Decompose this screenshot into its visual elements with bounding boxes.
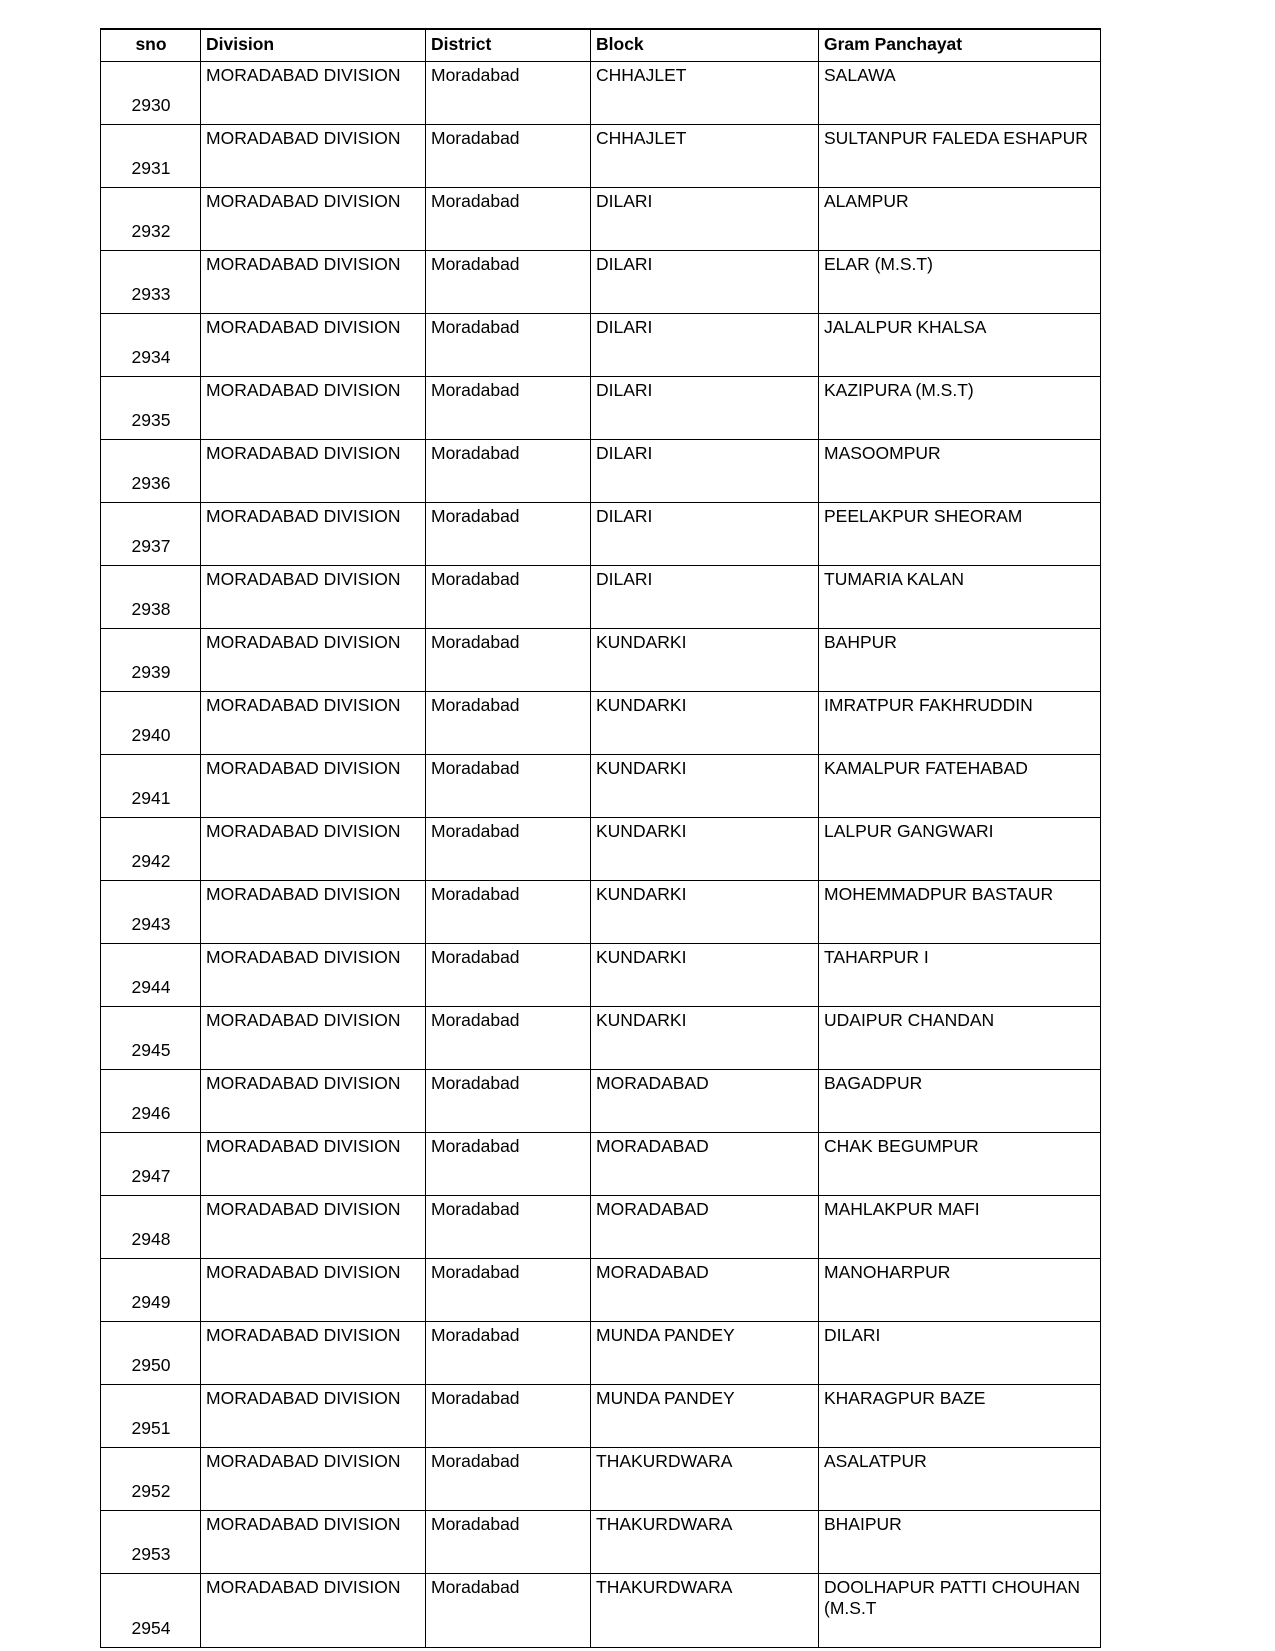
cell-division: MORADABAD DIVISION xyxy=(201,188,426,251)
cell-division: MORADABAD DIVISION xyxy=(201,1007,426,1070)
cell-block: DILARI xyxy=(591,314,819,377)
cell-block: THAKURDWARA xyxy=(591,1511,819,1574)
cell-gram-panchayat: TAHARPUR I xyxy=(819,944,1101,1007)
table-row xyxy=(101,1511,1101,1574)
table-row xyxy=(101,1259,1101,1322)
cell-sno: 2934 xyxy=(101,314,201,377)
cell-sno: 2946 xyxy=(101,1070,201,1133)
cell-sno: 2940 xyxy=(101,692,201,755)
cell-district: Moradabad xyxy=(426,1448,591,1511)
cell-division: MORADABAD DIVISION xyxy=(201,881,426,944)
table-row xyxy=(101,566,1101,629)
cell-block: KUNDARKI xyxy=(591,818,819,881)
cell-gram-panchayat: MASOOMPUR xyxy=(819,440,1101,503)
table-row xyxy=(101,440,1101,503)
table-row xyxy=(101,503,1101,566)
cell-sno: 2939 xyxy=(101,629,201,692)
cell-gram-panchayat: JALALPUR KHALSA xyxy=(819,314,1101,377)
column-header-block: Block xyxy=(591,29,819,62)
cell-gram-panchayat: MAHLAKPUR MAFI xyxy=(819,1196,1101,1259)
cell-district: Moradabad xyxy=(426,1070,591,1133)
cell-block: DILARI xyxy=(591,188,819,251)
cell-gram-panchayat: IMRATPUR FAKHRUDDIN xyxy=(819,692,1101,755)
cell-block: CHHAJLET xyxy=(591,62,819,125)
cell-division: MORADABAD DIVISION xyxy=(201,818,426,881)
cell-sno: 2947 xyxy=(101,1133,201,1196)
cell-district: Moradabad xyxy=(426,1385,591,1448)
cell-gram-panchayat: CHAK BEGUMPUR xyxy=(819,1133,1101,1196)
cell-division: MORADABAD DIVISION xyxy=(201,692,426,755)
cell-gram-panchayat: UDAIPUR CHANDAN xyxy=(819,1007,1101,1070)
table-row xyxy=(101,881,1101,944)
cell-sno: 2935 xyxy=(101,377,201,440)
table-row xyxy=(101,755,1101,818)
cell-division: MORADABAD DIVISION xyxy=(201,377,426,440)
cell-gram-panchayat: BHAIPUR xyxy=(819,1511,1101,1574)
cell-gram-panchayat: BAGADPUR xyxy=(819,1070,1101,1133)
table-row xyxy=(101,1196,1101,1259)
table-header xyxy=(101,29,1101,62)
table-row xyxy=(101,188,1101,251)
cell-sno: 2933 xyxy=(101,251,201,314)
cell-gram-panchayat: ELAR (M.S.T) xyxy=(819,251,1101,314)
cell-block: MUNDA PANDEY xyxy=(591,1385,819,1448)
cell-division: MORADABAD DIVISION xyxy=(201,629,426,692)
cell-block: DILARI xyxy=(591,566,819,629)
cell-sno: 2948 xyxy=(101,1196,201,1259)
gram-panchayat-table xyxy=(100,28,1101,1648)
column-header-division: Division xyxy=(201,29,426,62)
cell-gram-panchayat: SULTANPUR FALEDA ESHAPUR xyxy=(819,125,1101,188)
cell-gram-panchayat: MOHEMMADPUR BASTAUR xyxy=(819,881,1101,944)
table-row xyxy=(101,1007,1101,1070)
cell-district: Moradabad xyxy=(426,692,591,755)
cell-sno: 2931 xyxy=(101,125,201,188)
cell-gram-panchayat: TUMARIA KALAN xyxy=(819,566,1101,629)
cell-gram-panchayat: ASALATPUR xyxy=(819,1448,1101,1511)
cell-district: Moradabad xyxy=(426,629,591,692)
table-body xyxy=(101,62,1101,1648)
cell-division: MORADABAD DIVISION xyxy=(201,1385,426,1448)
cell-division: MORADABAD DIVISION xyxy=(201,503,426,566)
cell-district: Moradabad xyxy=(426,818,591,881)
cell-division: MORADABAD DIVISION xyxy=(201,1259,426,1322)
cell-block: DILARI xyxy=(591,503,819,566)
cell-division: MORADABAD DIVISION xyxy=(201,1070,426,1133)
cell-block: MORADABAD xyxy=(591,1259,819,1322)
cell-sno: 2943 xyxy=(101,881,201,944)
cell-sno: 2938 xyxy=(101,566,201,629)
cell-division: MORADABAD DIVISION xyxy=(201,1574,426,1648)
cell-sno: 2942 xyxy=(101,818,201,881)
cell-division: MORADABAD DIVISION xyxy=(201,1448,426,1511)
cell-block: KUNDARKI xyxy=(591,944,819,1007)
cell-gram-panchayat: MANOHARPUR xyxy=(819,1259,1101,1322)
cell-sno: 2950 xyxy=(101,1322,201,1385)
table-row xyxy=(101,1070,1101,1133)
cell-sno: 2930 xyxy=(101,62,201,125)
cell-gram-panchayat: LALPUR GANGWARI xyxy=(819,818,1101,881)
cell-block: THAKURDWARA xyxy=(591,1574,819,1648)
table-row xyxy=(101,818,1101,881)
cell-sno: 2949 xyxy=(101,1259,201,1322)
cell-block: MUNDA PANDEY xyxy=(591,1322,819,1385)
cell-district: Moradabad xyxy=(426,1322,591,1385)
cell-sno: 2941 xyxy=(101,755,201,818)
cell-gram-panchayat: KAMALPUR FATEHABAD xyxy=(819,755,1101,818)
table-row xyxy=(101,1322,1101,1385)
cell-block: MORADABAD xyxy=(591,1133,819,1196)
cell-district: Moradabad xyxy=(426,1007,591,1070)
cell-district: Moradabad xyxy=(426,251,591,314)
cell-division: MORADABAD DIVISION xyxy=(201,1511,426,1574)
table-row xyxy=(101,1448,1101,1511)
cell-district: Moradabad xyxy=(426,503,591,566)
cell-division: MORADABAD DIVISION xyxy=(201,1322,426,1385)
cell-block: DILARI xyxy=(591,251,819,314)
column-header-gram-panchayat: Gram Panchayat xyxy=(819,29,1101,62)
cell-gram-panchayat: DOOLHAPUR PATTI CHOUHAN (M.S.T xyxy=(819,1574,1101,1648)
column-header-district: District xyxy=(426,29,591,62)
table-row xyxy=(101,314,1101,377)
cell-gram-panchayat: ALAMPUR xyxy=(819,188,1101,251)
cell-block: KUNDARKI xyxy=(591,692,819,755)
table-row xyxy=(101,1133,1101,1196)
cell-district: Moradabad xyxy=(426,125,591,188)
table-row xyxy=(101,125,1101,188)
cell-block: DILARI xyxy=(591,440,819,503)
cell-district: Moradabad xyxy=(426,1133,591,1196)
cell-division: MORADABAD DIVISION xyxy=(201,566,426,629)
table-row xyxy=(101,1574,1101,1648)
cell-gram-panchayat: BAHPUR xyxy=(819,629,1101,692)
cell-district: Moradabad xyxy=(426,1511,591,1574)
cell-district: Moradabad xyxy=(426,1196,591,1259)
cell-district: Moradabad xyxy=(426,1574,591,1648)
cell-gram-panchayat: PEELAKPUR SHEORAM xyxy=(819,503,1101,566)
table-row xyxy=(101,1385,1101,1448)
cell-sno: 2936 xyxy=(101,440,201,503)
cell-sno: 2932 xyxy=(101,188,201,251)
cell-district: Moradabad xyxy=(426,1259,591,1322)
cell-block: DILARI xyxy=(591,377,819,440)
cell-sno: 2944 xyxy=(101,944,201,1007)
cell-district: Moradabad xyxy=(426,881,591,944)
cell-gram-panchayat: DILARI xyxy=(819,1322,1101,1385)
cell-sno: 2952 xyxy=(101,1448,201,1511)
cell-block: MORADABAD xyxy=(591,1196,819,1259)
cell-sno: 2937 xyxy=(101,503,201,566)
cell-district: Moradabad xyxy=(426,440,591,503)
cell-sno: 2945 xyxy=(101,1007,201,1070)
cell-district: Moradabad xyxy=(426,62,591,125)
table-header-row xyxy=(101,29,1101,62)
cell-gram-panchayat: KAZIPURA (M.S.T) xyxy=(819,377,1101,440)
cell-district: Moradabad xyxy=(426,566,591,629)
cell-division: MORADABAD DIVISION xyxy=(201,125,426,188)
cell-block: KUNDARKI xyxy=(591,755,819,818)
cell-sno: 2954 xyxy=(101,1574,201,1648)
cell-block: KUNDARKI xyxy=(591,629,819,692)
table-row xyxy=(101,692,1101,755)
cell-division: MORADABAD DIVISION xyxy=(201,62,426,125)
cell-block: KUNDARKI xyxy=(591,881,819,944)
cell-division: MORADABAD DIVISION xyxy=(201,1133,426,1196)
cell-sno: 2953 xyxy=(101,1511,201,1574)
cell-division: MORADABAD DIVISION xyxy=(201,755,426,818)
cell-district: Moradabad xyxy=(426,944,591,1007)
cell-division: MORADABAD DIVISION xyxy=(201,944,426,1007)
cell-gram-panchayat: SALAWA xyxy=(819,62,1101,125)
cell-block: MORADABAD xyxy=(591,1070,819,1133)
table-row xyxy=(101,62,1101,125)
cell-district: Moradabad xyxy=(426,188,591,251)
cell-block: CHHAJLET xyxy=(591,125,819,188)
table-row xyxy=(101,944,1101,1007)
column-header-sno: sno xyxy=(101,29,201,62)
cell-block: KUNDARKI xyxy=(591,1007,819,1070)
cell-division: MORADABAD DIVISION xyxy=(201,251,426,314)
cell-division: MORADABAD DIVISION xyxy=(201,1196,426,1259)
cell-district: Moradabad xyxy=(426,377,591,440)
cell-district: Moradabad xyxy=(426,755,591,818)
cell-division: MORADABAD DIVISION xyxy=(201,440,426,503)
table-row xyxy=(101,251,1101,314)
table-row xyxy=(101,629,1101,692)
cell-division: MORADABAD DIVISION xyxy=(201,314,426,377)
cell-gram-panchayat: KHARAGPUR BAZE xyxy=(819,1385,1101,1448)
cell-block: THAKURDWARA xyxy=(591,1448,819,1511)
cell-district: Moradabad xyxy=(426,314,591,377)
cell-sno: 2951 xyxy=(101,1385,201,1448)
table-row xyxy=(101,377,1101,440)
